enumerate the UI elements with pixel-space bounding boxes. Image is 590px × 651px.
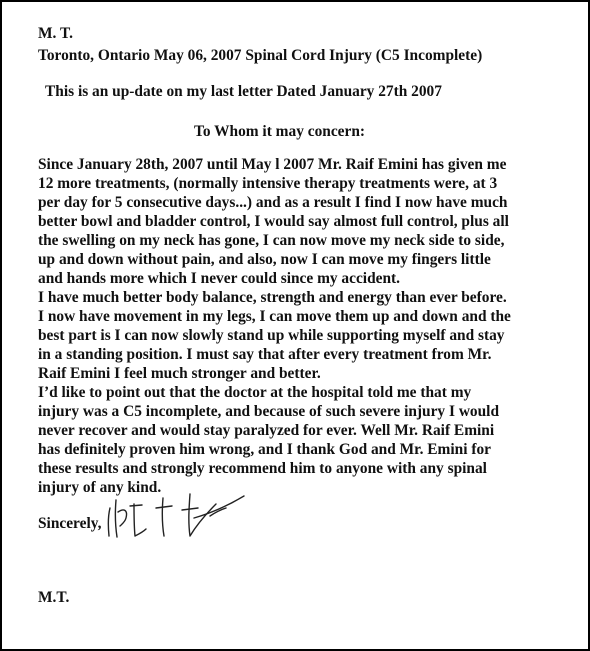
body-line: injury was a C5 incomplete, and because of such severe injury I would — [38, 403, 500, 420]
body-line: injury of any kind. — [38, 479, 162, 496]
body-line: the swelling on my neck has gone, I can now move my neck side to side, — [38, 232, 505, 249]
signature-name: M.T. — [38, 589, 70, 606]
closing: Sincerely, — [38, 515, 102, 532]
place-date-subject: Toronto, Ontario May 06, 2007 Spinal Cord Injury (C5 Incomplete) — [38, 47, 483, 64]
body-line: Raif Emini I feel much stronger and better. — [38, 365, 321, 382]
body-line: has definitely proven him wrong, and I thank God and Mr. Emini for — [38, 441, 491, 458]
letter-body — [38, 155, 558, 497]
sender-initials: M. T. — [38, 25, 73, 42]
body-line: I have much better body balance, strength and energy than ever before. — [38, 289, 507, 306]
body-line: Since January 28th, 2007 until May l 2007 Mr. Raif Emini has given me — [38, 156, 507, 173]
body-line: in a standing position. I must say that after every treatment from Mr. — [38, 346, 492, 363]
body-line: I’d like to point out that the doctor at the hospital told me that my — [38, 384, 472, 401]
update-note: This is an up-date on my last letter Dated January 27th 2007 — [45, 83, 442, 100]
body-line: 12 more treatments, (normally intensive therapy treatments were, at 3 — [38, 175, 498, 192]
salutation: To Whom it may concern: — [194, 123, 366, 140]
handwritten-signature — [98, 482, 258, 542]
body-line: better bowl and bladder control, I would say almost full control, plus all — [38, 213, 509, 230]
body-line: up and down without pain, and also, now I can move my fingers little — [38, 251, 491, 268]
body-line: I now have movement in my legs, I can move them up and down and the — [38, 308, 511, 325]
body-line: and hands more which I never could since my accident. — [38, 270, 400, 287]
body-line: never recover and would stay paralyzed for ever. Well Mr. Raif Emini — [38, 422, 495, 439]
body-line: best part is I can now slowly stand up while supporting myself and stay — [38, 327, 505, 344]
body-line: these results and strongly recommend him to anyone with any spinal — [38, 460, 487, 477]
body-line: per day for 5 consecutive days...) and as a result I find I now have much — [38, 194, 508, 211]
